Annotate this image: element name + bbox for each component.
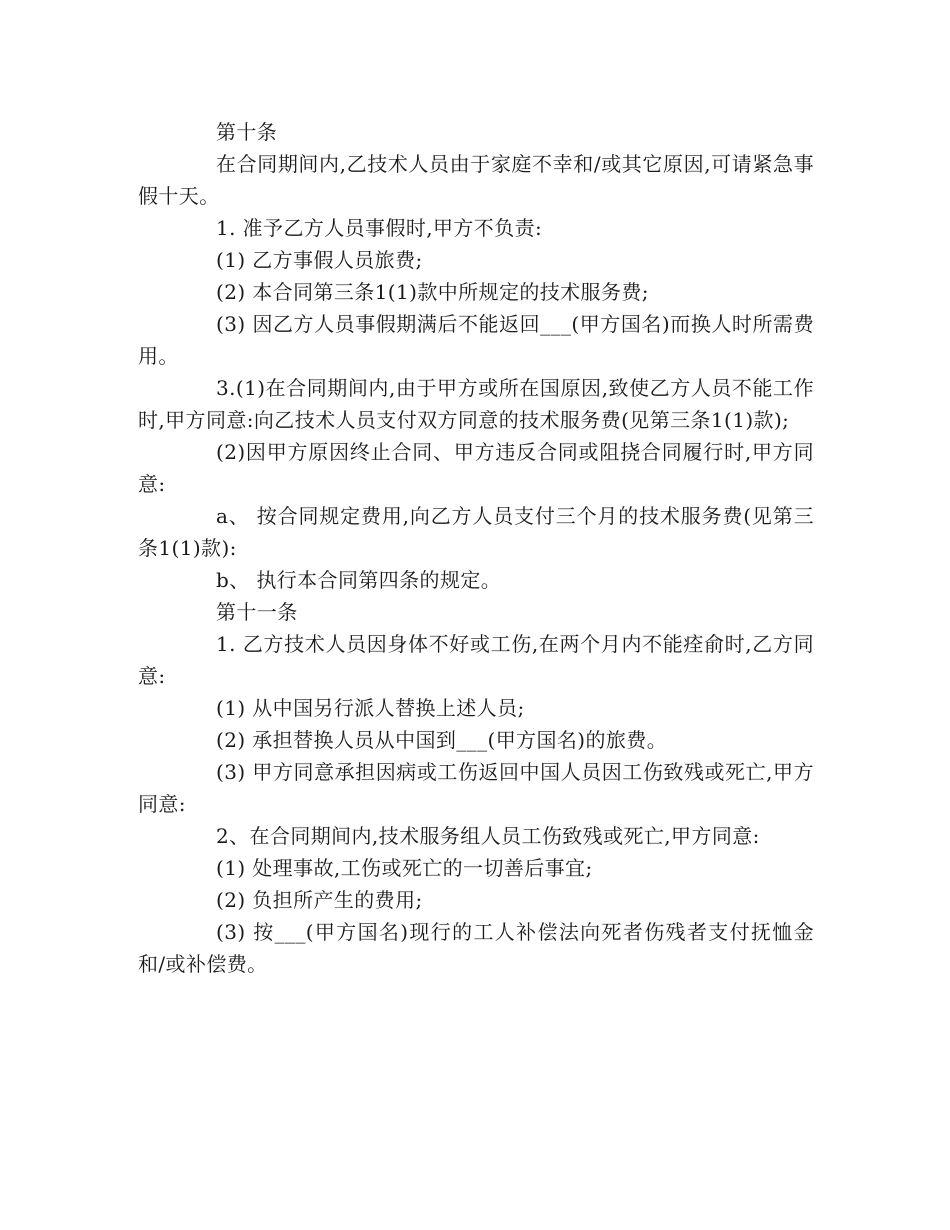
paragraph: (2) 负担所产生的费用; [216,888,423,912]
article-10-heading: 第十条 [216,120,278,144]
paragraph: 在合同期间内,乙技术人员由于家庭不幸和/或其它原因,可请紧急事假十天。 [138,152,814,208]
paragraph: (1) 从中国另行派人替换上述人员; [216,696,525,720]
paragraph: 2、在合同期间内,技术服务组人员工伤致残或死亡,甲方同意: [216,824,760,848]
paragraph: a、 按合同规定费用,向乙方人员支付三个月的技术服务费(见第三条1(1)款): [138,504,814,560]
paragraph: (2) 承担替换人员从中国到___(甲方国名)的旅费。 [216,728,668,752]
paragraph: b、 执行本合同第四条的规定。 [216,568,502,592]
article-11-heading: 第十一条 [216,600,298,624]
paragraph: (1) 处理事故,工伤或死亡的一切善后事宜; [216,856,593,880]
document-body [138,116,814,980]
paragraph: 1. 乙方技术人员因身体不好或工伤,在两个月内不能痊俞时,乙方同意: [138,632,814,688]
paragraph: (1) 乙方事假人员旅费; [216,248,423,272]
paragraph: (3) 因乙方人员事假期满后不能返回___(甲方国名)而换人时所需费用。 [138,312,814,368]
paragraph: (3) 甲方同意承担因病或工伤返回中国人员因工伤致残或死亡,甲方同意: [138,760,814,816]
paragraph: (2) 本合同第三条1(1)款中所规定的技术服务费; [216,280,649,304]
paragraph: (2)因甲方原因终止合同、甲方违反合同或阻挠合同履行时,甲方同意: [138,440,814,496]
paragraph: (3) 按___(甲方国名)现行的工人补偿法向死者伤残者支付抚恤金和/或补偿费。 [138,920,814,976]
paragraph: 1. 准予乙方人员事假时,甲方不负责: [216,216,543,240]
paragraph: 3.(1)在合同期间内,由于甲方或所在国原因,致使乙方人员不能工作时,甲方同意:向乙技术人员支付双方同意的技术服务费(见第三条1(1)款); [138,376,814,432]
